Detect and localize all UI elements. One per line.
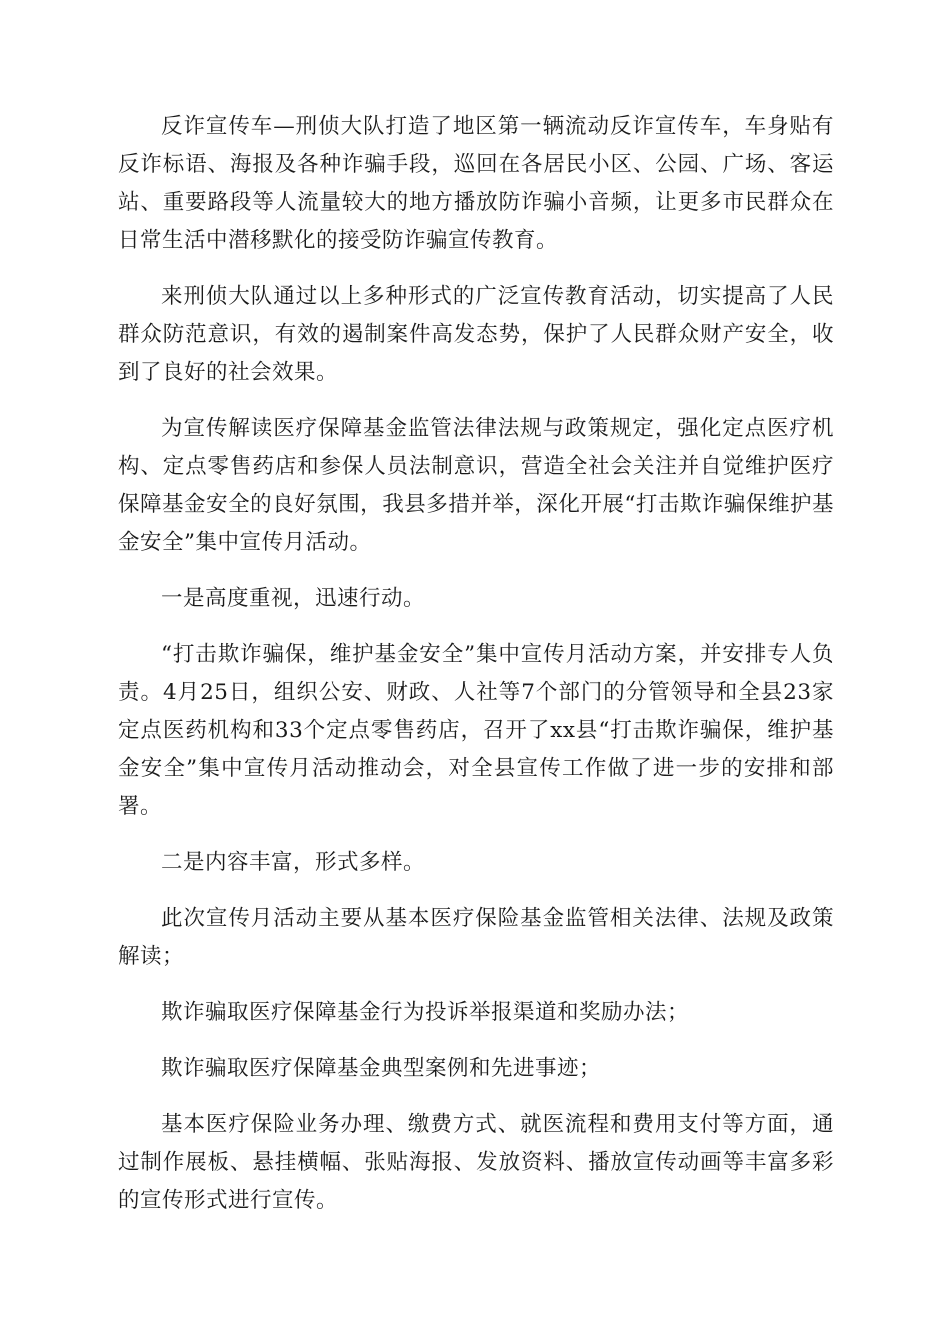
paragraph-campaign-results: 来刑侦大队通过以上多种形式的广泛宣传教育活动，切实提高了人民群众防范意识，有效的遏制案件高发态势，保护了人民群众财产安全，收到了良好的社会效果。 — [118, 284, 834, 385]
paragraph-content-forms: 基本医疗保险业务办理、缴费方式、就医流程和费用支付等方面，通过制作展板、悬挂横幅、张贴海报、发放资料、播放宣传动画等丰富多彩的宣传形式进行宣传。 — [118, 1112, 834, 1213]
document-body — [118, 108, 834, 1238]
paragraph-content-cases: 欺诈骗取医疗保障基金典型案例和先进事迹； — [161, 1056, 602, 1081]
paragraph-medical-fund-intro: 为宣传解读医疗保障基金监管法律法规与政策规定，强化定点医疗机构、定点零售药店和参保人员法制意识，营造全社会关注并自觉维护医疗保障基金安全的良好氛围，我县多措并举，深化开展“打击欺诈骗保维护基金安全”集中宣传月活动。 — [118, 416, 834, 555]
paragraph-heading-one: 一是高度重视，迅速行动。 — [161, 586, 426, 611]
paragraph-activity-plan: “打击欺诈骗保，维护基金安全”集中宣传月活动方案，并安排专人负责。4月25日，组织公安、财政、人社等7个部门的分管领导和全县23家定点医药机构和33个定点零售药店，召开了xx县“打击欺诈骗保，维护基金安全”集中宣传月活动推动会，对全县宣传工作做了进一步的安排和部署。 — [118, 642, 834, 819]
paragraph-content-reporting: 欺诈骗取医疗保障基金行为投诉举报渠道和奖励办法； — [161, 1000, 690, 1025]
paragraph-heading-two: 二是内容丰富，形式多样。 — [161, 850, 426, 875]
paragraph-content-policy: 此次宣传月活动主要从基本医疗保险基金监管相关法律、法规及政策解读； — [118, 906, 834, 969]
paragraph-anti-fraud-vehicle: 反诈宣传车—刑侦大队打造了地区第一辆流动反诈宣传车，车身贴有反诈标语、海报及各种诈骗手段，巡回在各居民小区、公园、广场、客运站、重要路段等人流量较大的地方播放防诈骗小音频，让更多市民群众在日常生活中潜移默化的接受防诈骗宣传教育。 — [118, 114, 834, 253]
